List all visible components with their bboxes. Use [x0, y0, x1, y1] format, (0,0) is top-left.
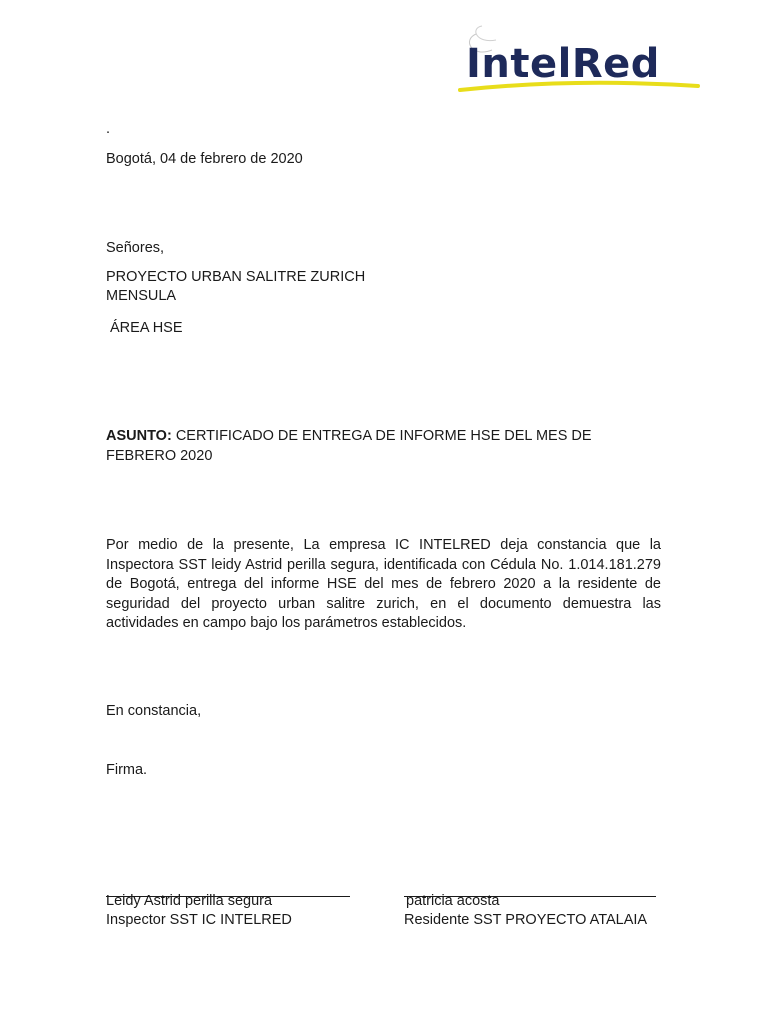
signer-2-name: patricia acosta	[406, 893, 500, 909]
closing: En constancia,	[106, 703, 202, 719]
salutation: Señores,	[106, 240, 165, 256]
logo-wordmark: IntelRed	[466, 41, 660, 87]
recipient-area: ÁREA HSE	[110, 320, 183, 336]
signature-label: Firma.	[106, 762, 148, 778]
signer-1-name: Leidy Astrid perilla segura	[106, 893, 273, 909]
signer-1-role: Inspector SST IC INTELRED	[106, 912, 292, 928]
recipient-line-2: MENSULA	[106, 288, 177, 304]
recipient-line-1: PROYECTO URBAN SALITRE ZURICH	[106, 269, 366, 285]
body-paragraph: Por medio de la presente, La empresa IC INTELRED deja constancia que la Inspectora SST leidy Astrid perilla segura, identificada con Cédula No. 1.014.181.279 de Bogotá, entrega del informe HSE del mes de febrero 2020 a la residente de seguridad del proyecto urban salitre zurich, en el documento demuestra las actividades en campo bajo los parámetros establecidos.	[106, 537, 661, 632]
leading-dot: .	[106, 121, 111, 137]
subject-line-1	[106, 427, 592, 447]
signer-2-role: Residente SST PROYECTO ATALAIA	[404, 912, 648, 928]
subject-line-2: FEBRERO 2020	[106, 448, 213, 464]
subject-label: ASUNTO:	[106, 428, 172, 444]
date-line: Bogotá, 04 de febrero de 2020	[106, 151, 303, 167]
subject-text: CERTIFICADO DE ENTREGA DE INFORME HSE DEL MES DE	[175, 428, 592, 444]
